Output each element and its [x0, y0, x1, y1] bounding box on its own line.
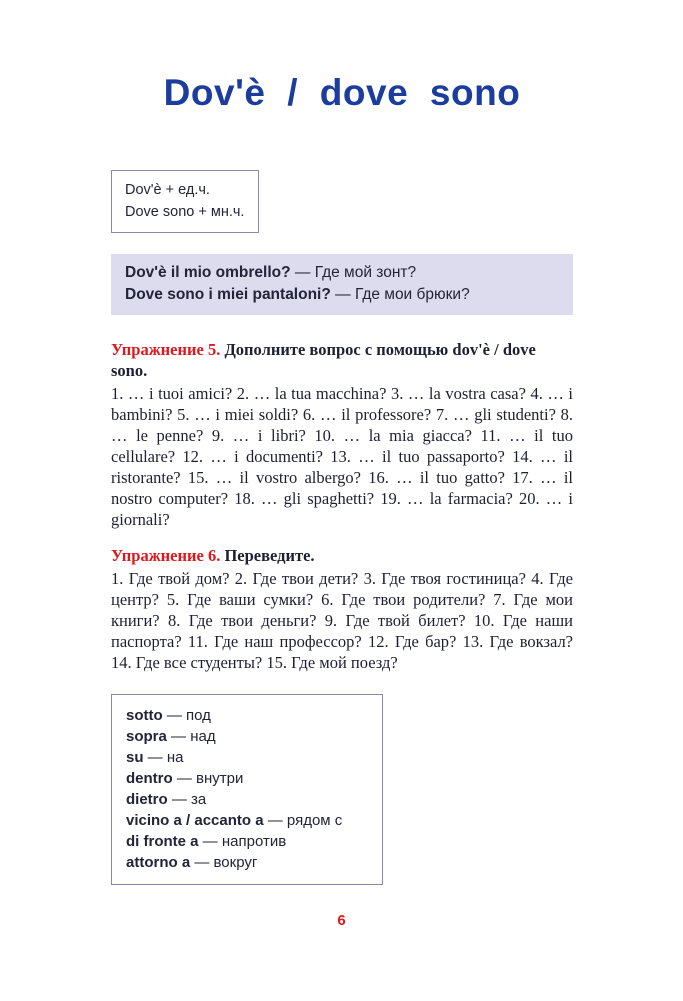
vocab-box	[111, 694, 383, 885]
exercise-6-header	[111, 545, 573, 566]
exercise-6	[111, 545, 573, 673]
exercise-5-label: Упражнение 5.	[111, 340, 221, 359]
example-line	[125, 262, 559, 284]
vocab-term: sopra	[126, 728, 167, 745]
vocab-term: attorno a	[126, 854, 191, 871]
vocab-entry	[126, 852, 366, 873]
vocab-entry	[126, 768, 366, 789]
page-content	[111, 0, 573, 885]
exercise-6-label: Упражнение 6.	[111, 546, 221, 565]
exercise-6-body: 1. Где твой дом? 2. Где твои дети? 3. Где твоя гостиница? 4. Где центр? 5. Где ваши сумки? 6. Где твои родители? 7. Где мои книги? 8. Где твои деньги? 9. Где твой билет? 10. Где наши паспорта? 11. Где наш профессор? 12. Где бар? 13. Где вокзал? 14. Где все студенты? 15. Где мой поезд?	[111, 569, 573, 672]
vocab-translation: — вокруг	[190, 854, 258, 871]
vocab-translation: — внутри	[172, 770, 244, 787]
exercise-6-instruction: Переведите.	[220, 546, 315, 565]
vocab-entry	[126, 726, 366, 747]
vocab-entry	[126, 831, 366, 852]
vocab-entry	[126, 747, 366, 768]
example-russian: — Где мои брюки?	[330, 286, 470, 303]
vocab-term: dentro	[126, 770, 173, 787]
exercise-5-instruction: Дополните вопрос с помощью dov'è / dove sono.	[111, 340, 536, 380]
vocab-translation: — над	[166, 728, 216, 745]
vocab-entry	[126, 810, 366, 831]
vocab-translation: — на	[143, 749, 184, 766]
vocab-entry	[126, 789, 366, 810]
example-italian: Dove sono i miei pantaloni?	[125, 286, 331, 303]
page-number: 6	[337, 912, 346, 929]
rule-line: Dove sono + мн.ч.	[125, 204, 245, 220]
vocab-term: vicino a / accanto a	[126, 812, 264, 829]
vocab-term: sotto	[126, 707, 163, 724]
example-russian: — Где мой зонт?	[290, 264, 417, 281]
vocab-translation: — рядом с	[263, 812, 343, 829]
exercise-5-header	[111, 339, 573, 381]
exercise-5	[111, 339, 573, 530]
vocab-translation: — напротив	[198, 833, 287, 850]
vocab-entry	[126, 705, 366, 726]
example-line	[125, 284, 559, 306]
vocab-translation: — за	[167, 791, 207, 808]
rule-box	[111, 170, 259, 233]
example-italian: Dov'è il mio ombrello?	[125, 264, 291, 281]
exercise-5-body: 1. … i tuoi amici? 2. … la tua macchina? 3. … la vostra casa? 4. … i bambini? 5. … i miei soldi? 6. … il professore? 7. … gli studenti? 8. … le penne? 9. … i libri? 10. … la mia giacca? 11. … il tuo cellulare? 12. … i documenti? 13. … il tuo passaporto? 14. … il ristorante? 15. … il vostro albergo? 16. … il tuo gatto? 17. … il nostro computer? 18. … gli spaghetti? 19. … la farmacia? 20. … i giornali?	[111, 384, 573, 529]
vocab-term: su	[126, 749, 144, 766]
example-box	[111, 254, 573, 315]
vocab-term: di fronte a	[126, 833, 199, 850]
page-title: Dov'è / dove sono	[163, 72, 521, 113]
rule-line: Dov'è + ед.ч.	[125, 182, 210, 198]
vocab-term: dietro	[126, 791, 168, 808]
vocab-translation: — под	[162, 707, 211, 724]
